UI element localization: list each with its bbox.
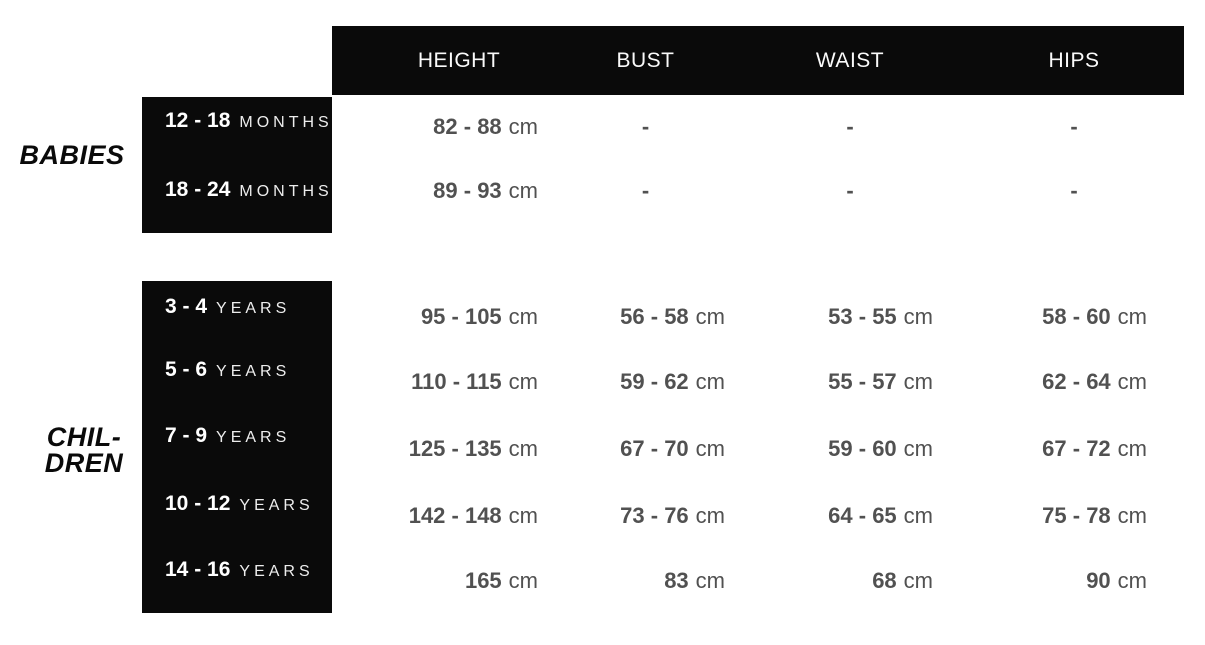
waist-value: 68 cm xyxy=(872,568,933,593)
babies-label-line: BABIES xyxy=(19,140,125,170)
size-range: 7 - 9 xyxy=(165,424,208,447)
height-value: 110 - 115 cm xyxy=(411,369,538,394)
children-size-box xyxy=(142,281,332,613)
table-row xyxy=(332,434,1161,464)
bust-value: 59 - 62 cm xyxy=(620,369,725,394)
waist-value: 59 - 60 cm xyxy=(828,436,933,461)
waist-value: - xyxy=(846,114,854,139)
hips-value: 75 - 78 cm xyxy=(1042,503,1147,528)
children-label-line: CHIL- xyxy=(46,422,122,452)
table-row xyxy=(332,367,1161,397)
children-group-label xyxy=(28,424,140,476)
header-hips: HIPS xyxy=(1048,49,1100,72)
size-row xyxy=(165,175,333,205)
size-range: 18 - 24 xyxy=(165,178,231,201)
hips-value: - xyxy=(1070,114,1078,139)
size-range-unit: YEARS xyxy=(239,563,314,580)
height-value: 165 cm xyxy=(464,568,538,593)
hips-value: 58 - 60 cm xyxy=(1042,304,1147,329)
size-row xyxy=(165,489,314,519)
height-value: 125 - 135 cm xyxy=(408,436,538,461)
size-range-unit: YEARS xyxy=(216,429,291,446)
height-value: 142 - 148 cm xyxy=(408,503,538,528)
children-label-line: DREN xyxy=(44,448,124,478)
table-row xyxy=(332,112,1161,142)
waist-value: 64 - 65 cm xyxy=(828,503,933,528)
header-height: HEIGHT xyxy=(417,49,501,72)
size-range-unit: MONTHS xyxy=(239,183,333,200)
bust-value: 56 - 58 cm xyxy=(620,304,725,329)
table-row xyxy=(332,566,1161,596)
waist-value: 55 - 57 cm xyxy=(828,369,933,394)
height-value: 95 - 105 cm xyxy=(420,304,538,329)
table-row xyxy=(332,302,1161,332)
table-row xyxy=(332,176,1161,206)
column-header-bar xyxy=(332,26,1184,95)
header-bust: BUST xyxy=(616,49,675,72)
hips-value: - xyxy=(1070,178,1078,203)
size-range-unit: YEARS xyxy=(216,300,291,317)
bust-value: - xyxy=(641,114,650,139)
bust-value: - xyxy=(641,178,650,203)
size-range: 12 - 18 xyxy=(165,109,231,132)
size-row xyxy=(165,355,290,385)
size-range-unit: MONTHS xyxy=(239,114,333,131)
size-row xyxy=(165,106,333,136)
hips-value: 90 cm xyxy=(1086,568,1147,593)
babies-group-label xyxy=(10,142,134,168)
bust-value: 67 - 70 cm xyxy=(620,436,725,461)
height-value: 82 - 88 cm xyxy=(433,114,538,139)
babies-size-box xyxy=(142,97,332,233)
size-row xyxy=(165,292,290,322)
height-value: 89 - 93 cm xyxy=(433,178,538,203)
table-row xyxy=(332,501,1161,531)
size-range: 10 - 12 xyxy=(165,492,231,515)
hips-value: 67 - 72 cm xyxy=(1042,436,1147,461)
size-range-unit: YEARS xyxy=(216,363,291,380)
size-range: 3 - 4 xyxy=(165,295,208,318)
size-range: 14 - 16 xyxy=(165,558,231,581)
bust-value: 73 - 76 cm xyxy=(620,503,725,528)
waist-value: 53 - 55 cm xyxy=(828,304,933,329)
size-range: 5 - 6 xyxy=(165,358,208,381)
hips-value: 62 - 64 cm xyxy=(1042,369,1147,394)
size-row xyxy=(165,421,290,451)
size-range-unit: YEARS xyxy=(239,497,314,514)
waist-value: - xyxy=(846,178,854,203)
size-row xyxy=(165,555,314,585)
bust-value: 83 cm xyxy=(664,568,725,593)
header-waist: WAIST xyxy=(815,49,885,72)
